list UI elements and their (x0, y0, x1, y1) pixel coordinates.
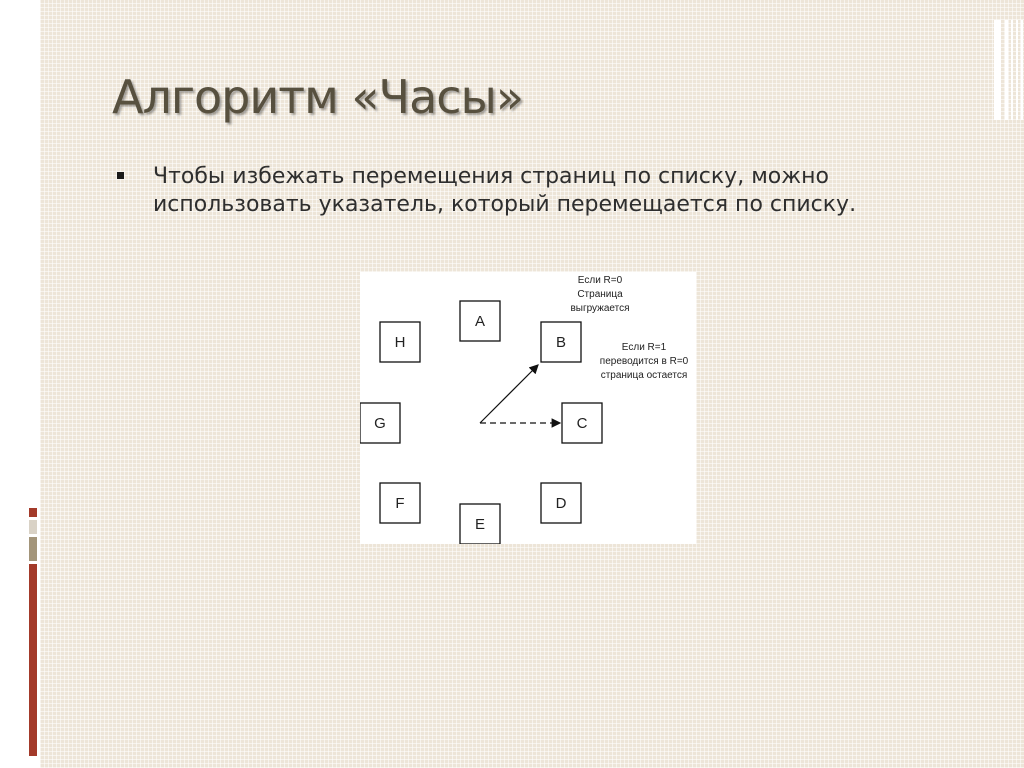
note-r1 (600, 342, 689, 381)
bullet-text: Чтобы избежать перемещения страниц по списку, можно использовать указатель, который перемещается по списку. (153, 164, 857, 217)
node-e-label: E (474, 516, 486, 533)
note-r1-line: страница остается (600, 370, 688, 381)
node-a (460, 301, 500, 341)
note-r1-line: Если R=1 (621, 342, 667, 353)
node-f-label: F (395, 495, 405, 512)
left-accent-bar (29, 508, 37, 517)
bullet-marker (117, 172, 124, 179)
node-b (541, 322, 581, 362)
node-e (460, 504, 500, 544)
clock-diagram (360, 272, 696, 544)
node-c (562, 403, 602, 443)
note-r0 (570, 275, 629, 314)
node-f (380, 483, 420, 523)
note-r0-line: Если R=0 (577, 275, 623, 286)
clock-diagram-svg (360, 272, 696, 544)
node-d-label: D (555, 495, 567, 512)
node-g-label: G (374, 415, 386, 432)
node-h-label: H (394, 334, 406, 351)
note-r0-line: выгружается (570, 303, 630, 314)
slide-title: Алгоритм «Часы» (112, 70, 524, 124)
node-h (380, 322, 420, 362)
node-g (360, 403, 400, 443)
node-c-label: C (576, 415, 588, 432)
pointer-arrow-solid (480, 365, 538, 423)
decorative-bars (994, 20, 1024, 120)
left-accent-bar (29, 564, 37, 756)
note-r0-line: Страница (577, 289, 623, 300)
node-d (541, 483, 581, 523)
node-b-label: B (555, 334, 567, 351)
left-accent-bar (29, 537, 37, 561)
node-a-label: A (474, 313, 486, 330)
note-r1-line: переводится в R=0 (599, 356, 689, 367)
left-accent-bar (29, 520, 37, 534)
